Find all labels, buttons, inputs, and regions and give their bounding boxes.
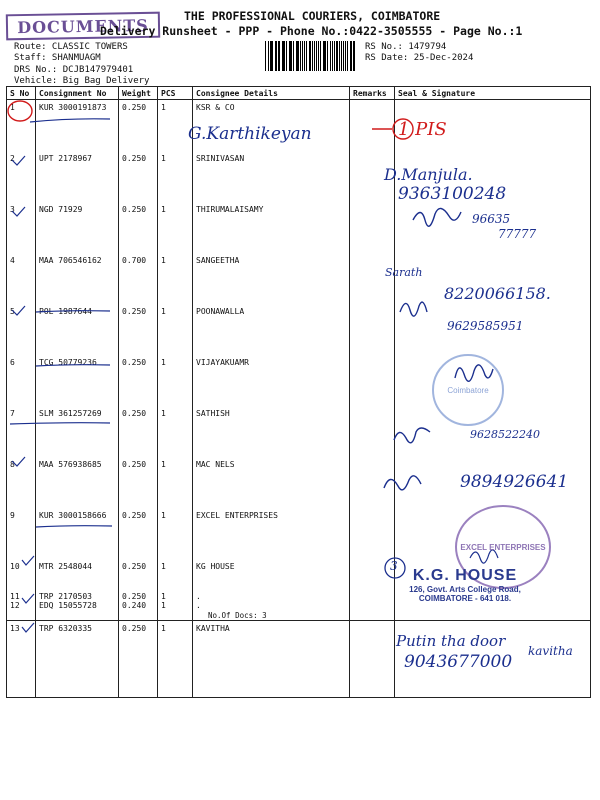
cell-sno: 13	[7, 621, 36, 698]
vehicle-text: Vehicle: Big Bag Delivery	[14, 76, 150, 86]
handwritten-phone: 9629585951	[447, 319, 524, 333]
cell-weight: 0.250	[119, 100, 158, 152]
handwritten-phone: 9894926641	[460, 472, 569, 492]
handwritten-phone: 8220066158.	[444, 284, 551, 303]
cell-sno: 3	[7, 202, 36, 253]
seal-text: Coimbatore	[447, 385, 489, 395]
cell-consignee: .	[193, 592, 350, 601]
documents-stamp: DOCUMENTS	[6, 12, 160, 41]
cell-consignment: KUR 3000158666	[36, 508, 119, 559]
signature-scribble	[384, 476, 421, 490]
cell-pcs: 1	[158, 592, 193, 601]
underline-mark	[30, 119, 110, 122]
col-consignment: Consignment No	[36, 87, 119, 100]
seal-text: EXCEL ENTERPRISES	[460, 542, 546, 552]
cell-weight: 0.250	[119, 508, 158, 559]
rs-no-text: RS No.: 1479794	[365, 42, 447, 52]
handwritten-pis-note: 1 PIS	[398, 119, 447, 140]
cell-sno: 5	[7, 304, 36, 355]
cell-pcs: 1	[158, 304, 193, 355]
col-seal: Seal & Signature	[395, 87, 591, 100]
cell-pcs: 1	[158, 601, 193, 611]
rs-date-text: RS Date: 25-Dec-2024	[365, 53, 474, 63]
drs-no-text: DRS No.: DCJB147979401	[14, 65, 134, 75]
red-circle-mark	[8, 101, 32, 121]
underline-mark	[36, 311, 110, 312]
route-text: Route: CLASSIC TOWERS	[14, 42, 128, 52]
cell-pcs: 1	[158, 355, 193, 406]
cell-weight: 0.250	[119, 151, 158, 202]
cell-weight: 0.250	[119, 457, 158, 508]
cell-consignment: POL 1987644	[36, 304, 119, 355]
handwritten-receiver-name: D.Manjula.	[384, 165, 473, 184]
signature-scribble	[394, 428, 430, 443]
col-sno: S No	[7, 87, 36, 100]
tick-mark	[22, 623, 34, 632]
cell-consignee: VIJAYAKUAMR	[193, 355, 350, 406]
handwritten-phone: 96635	[472, 212, 511, 226]
tick-mark	[12, 457, 25, 466]
cell-consignee: POONAWALLA	[193, 304, 350, 355]
handwritten-phone: 77777	[498, 227, 537, 241]
company-title: THE PROFESSIONAL COURIERS, COIMBATORE	[184, 9, 441, 23]
company-round-seal	[432, 354, 504, 426]
handwritten-phone: 9628522240	[470, 428, 540, 441]
handwritten-phone: 9363100248	[398, 184, 507, 204]
tick-mark	[22, 594, 34, 603]
col-pcs: PCS	[158, 87, 193, 100]
cell-consignee: KG HOUSE	[193, 559, 350, 592]
cell-consignee: MAC NELS	[193, 457, 350, 508]
cell-consignment: NGD 71929	[36, 202, 119, 253]
cell-pcs: 1	[158, 508, 193, 559]
col-consignee: Consignee Details	[193, 87, 350, 100]
cell-weight: 0.700	[119, 253, 158, 304]
cell-consignee: KAVITHA	[193, 621, 350, 698]
tick-mark	[12, 306, 25, 315]
cell-pcs: 1	[158, 621, 193, 698]
cell-pcs: 1	[158, 151, 193, 202]
cell-consignee: KSR & CO	[193, 100, 350, 152]
cell-consignee: SATHISH	[193, 406, 350, 457]
stamp-address-line: 126, Govt. Arts College Road,	[409, 585, 521, 594]
signature-scribble	[413, 208, 461, 226]
cell-consignment: UPT 2178967	[36, 151, 119, 202]
handwritten-receiver-name: kavitha	[528, 644, 573, 658]
cell-pcs: 1	[158, 202, 193, 253]
cell-sno: 9	[7, 508, 36, 559]
handwritten-signature-text: Sarath	[385, 266, 423, 279]
underline-mark	[10, 423, 110, 424]
staff-text: Staff: SHANMUAGM	[14, 53, 101, 63]
cell-consignment: SLM 361257269	[36, 406, 119, 457]
cell-consignment: TRP 6320335	[36, 621, 119, 698]
cell-consignment: EDQ 15055728	[36, 601, 119, 611]
handwritten-note: Putin tha door	[396, 632, 506, 650]
underline-mark	[36, 526, 112, 527]
cell-consignment: TCG 50779236	[36, 355, 119, 406]
cell-sno: 2	[7, 151, 36, 202]
cell-sno: 12	[7, 601, 36, 611]
cell-consignment: TRP 2170503	[36, 592, 119, 601]
cell-weight: 0.250	[119, 202, 158, 253]
kg-house-stamp	[385, 567, 545, 603]
cell-consignee: SANGEETHA	[193, 253, 350, 304]
cell-consignee: THIRUMALAISAMY	[193, 202, 350, 253]
docs-count: No.Of Docs: 3	[193, 611, 350, 621]
cell-sno: 8	[7, 457, 36, 508]
cell-sno: 4	[7, 253, 36, 304]
handwritten-circle-number: 3	[390, 559, 398, 573]
cell-weight: 0.250	[119, 406, 158, 457]
cell-consignee: SRINIVASAN	[193, 151, 350, 202]
cell-consignment: MTR 2548044	[36, 559, 119, 592]
cell-weight: 0.250	[119, 304, 158, 355]
tick-mark	[12, 207, 25, 216]
cell-weight: 0.250	[119, 559, 158, 592]
cell-sno: 1	[7, 100, 36, 152]
cell-consignment: MAA 576938685	[36, 457, 119, 508]
handwritten-phone: 9043677000	[404, 652, 513, 672]
stamp-address-line: COIMBATORE - 641 018.	[418, 594, 512, 603]
handwritten-receiver-name: G.Karthikeyan	[188, 124, 312, 144]
tick-mark	[22, 556, 34, 565]
underline-mark	[36, 365, 110, 366]
cell-weight: 0.240	[119, 601, 158, 611]
cell-consignment: KUR 3000191873	[36, 100, 119, 152]
cell-weight: 0.250	[119, 621, 158, 698]
cell-weight: 0.250	[119, 592, 158, 601]
signature-scribble	[400, 302, 427, 316]
cell-sno: 10	[7, 559, 36, 592]
cell-sno: 7	[7, 406, 36, 457]
cell-sno: 11	[7, 592, 36, 601]
col-remarks: Remarks	[350, 87, 395, 100]
cell-consignment: MAA 706546162	[36, 253, 119, 304]
col-weight: Weight	[119, 87, 158, 100]
cell-pcs: 1	[158, 100, 193, 152]
cell-consignee: EXCEL ENTERPRISES	[193, 508, 350, 559]
tick-mark	[12, 156, 25, 165]
cell-pcs: 1	[158, 406, 193, 457]
cell-pcs: 1	[158, 457, 193, 508]
cell-pcs: 1	[158, 253, 193, 304]
cell-pcs: 1	[158, 559, 193, 592]
stamp-name: K.G. HOUSE	[412, 567, 518, 584]
cell-consignee: .	[193, 601, 350, 611]
cell-weight: 0.250	[119, 355, 158, 406]
runsheet-subtitle: Delivery Runsheet - PPP - Phone No.:0422-3505555 - Page No.:1	[100, 24, 523, 38]
cell-sno: 6	[7, 355, 36, 406]
